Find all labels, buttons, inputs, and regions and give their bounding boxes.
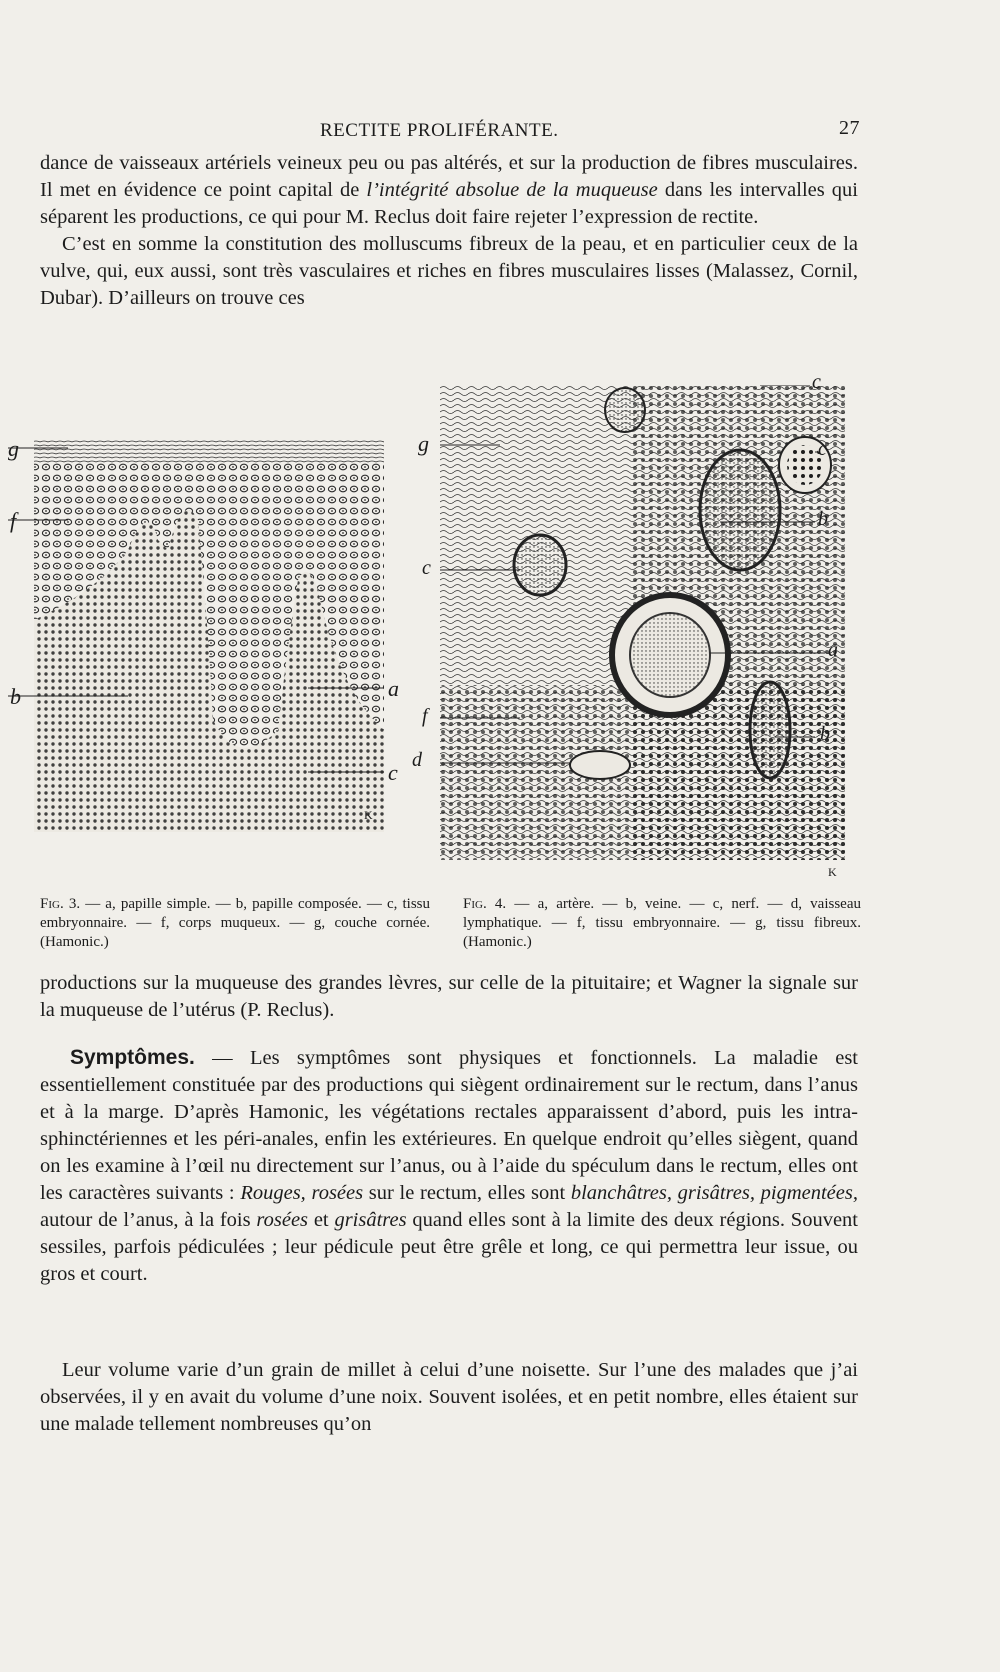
figure-3	[8, 436, 428, 880]
fig3-caption-text: — a, papille simple. — b, papille composée. — c, tissu embryonnaire. — f, corps muqueux. — g, couche cornée. (Hamonic.)	[40, 896, 431, 950]
paragraph-1	[40, 150, 858, 231]
fig3-label-g: g	[8, 436, 19, 461]
fig4-label-d: d	[412, 749, 422, 771]
fig4-label-b-top: b	[818, 508, 828, 530]
text-block-bottom	[40, 1357, 858, 1438]
figure-4	[412, 371, 890, 880]
paragraph-3: productions sur la muqueuse des grandes lèvres, sur celle de la pituitaire; et Wagner la signale sur la muqueuse de l’utérus (P. Reclus).	[40, 972, 858, 1021]
fig3-label-c: c	[388, 760, 398, 785]
para4-text-c: autour de l’anus, à la fois	[40, 1209, 257, 1231]
text-block-middle	[40, 970, 858, 1024]
fig3-label-a: a	[388, 676, 399, 701]
para1-text-b: dans les intervalles qui séparent les productions, ce qui pour M. Reclus doit faire rejeter l’expression de rectite.	[40, 179, 858, 228]
text-block-top	[40, 150, 858, 312]
fig4-label-c-top: c	[812, 371, 821, 393]
para1-text-a: dance de vaisseaux artériels veineux peu ou pas altérés, et sur la production de fibres musculaires. Il met en évidence ce point capital de	[40, 152, 858, 201]
page-number: 27	[839, 117, 860, 139]
fig4-signature: K	[828, 865, 837, 879]
fig4-label-c-right: c	[818, 438, 827, 460]
fig3-label-b: b	[10, 684, 21, 709]
fig3-signature: K	[364, 808, 373, 822]
paragraph-2: C’est en somme la constitution des molluscums fibreux de la peau, et en particulier ceux de la vulve, qui, eux aussi, sont très vasculaires et riches en fibres musculaires lisses (Malassez, Cornil, Dubar). D’ailleurs on trouve ces	[40, 233, 858, 309]
para4-text-e: quand elles sont à la limite des deux régions. Souvent sessiles, parfois pédiculées ; leur pédicule peut être grêle et long, ce qui permettra leur issue, ou gros et court.	[40, 1209, 859, 1285]
text-block-symptoms	[40, 1044, 858, 1288]
para4-text-b: sur le rectum, elles sont	[363, 1182, 571, 1204]
fig4-caption-number: Fig. 4.	[463, 896, 507, 912]
para4-em-1: Rouges, rosées	[240, 1182, 364, 1204]
paragraph-4	[40, 1044, 858, 1288]
fig4-label-g: g	[418, 431, 429, 456]
para4-em-4: grisâtres	[334, 1209, 407, 1231]
para4-em-2: blanchâtres, grisâtres, pigmentées,	[570, 1182, 858, 1204]
fig4-label-f: f	[422, 705, 428, 727]
paragraph-5: Leur volume varie d’un grain de millet à celui d’une noisette. Sur l’une des malades que j’ai observées, il y en avait du volume d’une noix. Souvent isolées, et en petit nombre, elles étaient sur une malade tellement nombreuses qu’on	[40, 1359, 858, 1435]
para1-emphasis: l’intégrité absolue de la muqueuse	[366, 179, 658, 201]
running-title: RECTITE PROLIFÉRANTE.	[320, 120, 559, 141]
fig3-caption-number: Fig. 3.	[40, 896, 81, 912]
figure-4-caption	[463, 895, 861, 952]
fig3-label-f: f	[10, 508, 17, 533]
para4-text-d: et	[308, 1209, 335, 1231]
fig4-label-c-left: c	[422, 557, 431, 579]
para4-text-a: — Les symptômes sont physiques et fonctionnels. La maladie est essentiellement constituée par des productions qui siègent ordinairement sur le rectum, dans l’anus et à la marge. D’après Hamonic, les végétations rectales apparaissent d’abord, puis les intra-sphinctériennes et les péri-anales, enfin les extérieures. En quelque endroit qu’elles siègent, quand on les examine à l’œil nu directement sur l’anus, ou à l’aide du spéculum dans le rectum, elles ont les caractères suivants :	[40, 1047, 858, 1204]
fig4-label-a: a	[828, 639, 838, 661]
fig4-caption-text: — a, artère. — b, veine. — c, nerf. — d, vaisseau lymphatique. — f, tissu embryonnaire. — g, tissu fibreux. (Hamonic.)	[463, 896, 861, 950]
para4-em-3: rosées	[256, 1209, 309, 1231]
section-heading-symptomes: Symptômes.	[70, 1046, 195, 1069]
figure-3-caption	[40, 895, 430, 952]
fig4-label-b-bottom: b	[820, 723, 830, 745]
